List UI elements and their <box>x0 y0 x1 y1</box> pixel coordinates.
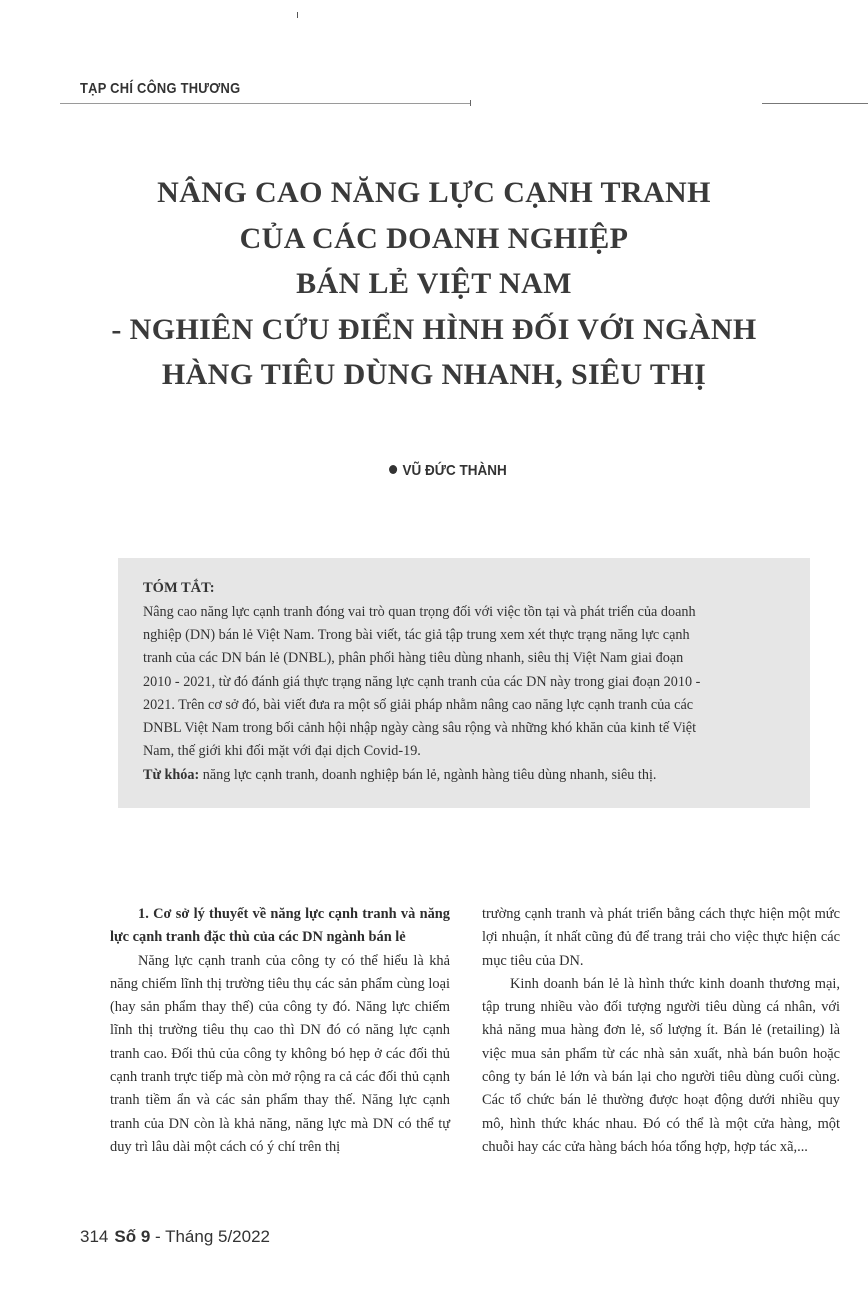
abstract-line: tranh của các DN bán lẻ (DNBL), phân phối hàng tiêu dùng nhanh, siêu thị Việt Nam giai đoạn <box>143 650 684 667</box>
abstract-heading: TÓM TẮT: <box>143 580 215 596</box>
body-paragraph: Kinh doanh bán lẻ là hình thức kinh doanh thương mại, tập trung nhiều vào đối tượng người tiêu dùng cá nhân, với khả năng mua hàng đơn lẻ, số lượng ít. Bán lẻ (retailing) là việc mua sản phẩm từ các nhà sản xuất, nhà bán buôn hoặc công ty bán lẻ lớn và bán lại cho người tiêu dùng cuối cùng. Các tổ chức bán lẻ thường được hoạt động dưới nhiều quy mô, hình thức khác nhau. Đó có thể là một cửa hàng, một chuỗi hay các cửa hàng bách hóa tổng hợp, hợp tác xã,... <box>482 975 840 1155</box>
article-title <box>60 170 808 398</box>
body-paragraph: trường cạnh tranh và phát triển bằng cách thực hiện một mức lợi nhuận, ít nhất cũng đủ để trang trải cho việc thực hiện các mục tiêu của DN. <box>482 906 840 969</box>
body-column-left <box>110 903 450 1159</box>
abstract-keywords <box>143 764 791 787</box>
header-rule-right <box>762 103 868 104</box>
header-rule-tick <box>470 100 471 106</box>
section-heading: 1. Cơ sở lý thuyết về năng lực cạnh tranh và năng lực cạnh tranh đặc thù của các DN ngành bán lẻ <box>110 906 450 946</box>
abstract-line: Nâng cao năng lực cạnh tranh đóng vai trò quan trọng đối với việc tồn tại và phát triển của doanh <box>143 604 696 620</box>
keywords-label: Từ khóa: <box>143 767 200 784</box>
title-line-4: - NGHIÊN CỨU ĐIỂN HÌNH ĐỐI VỚI NGÀNH <box>111 312 757 346</box>
author-line <box>0 462 868 479</box>
abstract-line: nghiệp (DN) bán lẻ Việt Nam. Trong bài viết, tác giả tập trung xem xét thực trạng năng lực cạnh <box>143 627 690 644</box>
abstract-box <box>118 558 810 808</box>
abstract-line: Nam, thế giới khi đối mặt với đại dịch Covid-19. <box>143 743 421 760</box>
journal-name: TẠP CHÍ CÔNG THƯƠNG <box>80 80 241 97</box>
bullet-dot-icon <box>389 465 397 474</box>
page-footer <box>80 1227 270 1247</box>
page-number: 314 <box>80 1227 109 1246</box>
body-column-right <box>482 903 840 1159</box>
title-line-5: HÀNG TIÊU DÙNG NHANH, SIÊU THỊ <box>161 358 707 391</box>
title-line-3: BÁN LẺ VIỆT NAM <box>296 267 572 300</box>
abstract-line: 2010 - 2021, từ đó đánh giá thực trạng năng lực cạnh tranh của các DN này trong giai đoạn 2010 - <box>143 673 701 690</box>
abstract-body <box>143 601 791 763</box>
abstract-line: 2021. Trên cơ sở đó, bài viết đưa ra một số giải pháp nhằm nâng cao năng lực cạnh tranh của các <box>143 696 694 713</box>
issue-date: - Tháng 5/2022 <box>150 1227 271 1246</box>
abstract-line: DNBL Việt Nam trong bối cảnh hội nhập ngày càng sâu rộng và những khó khăn của kinh tế Việt <box>143 720 697 737</box>
author-name: VŨ ĐỨC THÀNH <box>402 462 507 479</box>
issue-number: Số 9 <box>114 1227 151 1246</box>
title-line-1: NÂNG CAO NĂNG LỰC CẠNH TRANH <box>157 176 711 209</box>
keywords-text: năng lực cạnh tranh, doanh nghiệp bán lẻ, ngành hàng tiêu dùng nhanh, siêu thị. <box>199 767 657 784</box>
body-paragraph: Năng lực cạnh tranh của công ty có thể hiểu là khả năng chiếm lĩnh thị trường tiêu thụ các sản phẩm cùng loại (hay sản phẩm thay thế) của công ty đó. Năng lực chiếm lĩnh thị trường tiêu thụ cao thì DN đó có năng lực cạnh tranh cao. Đối thủ của công ty không bó hẹp ở các đối thủ cạnh tranh trực tiếp mà còn mở rộng ra cả các đối thủ cạnh tranh tiềm ẩn và các sản phẩm thay thế. Năng lực cạnh tranh của DN còn là khả năng, năng lực mà DN có thể tự duy trì lâu dài một cách có ý chí trên thị <box>110 952 450 1155</box>
header-rule-left <box>60 103 470 104</box>
crop-mark <box>297 12 298 18</box>
title-line-2: CỦA CÁC DOANH NGHIỆP <box>239 221 629 255</box>
